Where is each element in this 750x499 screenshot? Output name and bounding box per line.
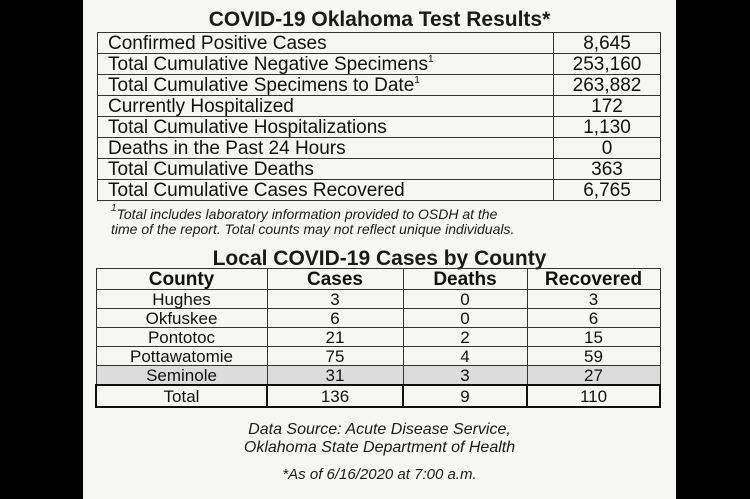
county-row — [96, 366, 660, 386]
county-cases: 31 — [267, 366, 403, 386]
county-recovered: 15 — [527, 328, 660, 347]
footnote-marker: 1 — [111, 203, 117, 214]
county-row — [96, 347, 660, 366]
county-name: Pontotoc — [96, 328, 267, 347]
county-cases: 6 — [267, 309, 403, 328]
test-result-row — [98, 117, 661, 138]
total-label: Total — [96, 385, 267, 407]
column-header: Deaths — [403, 269, 527, 290]
as-of-date: *As of 6/16/2020 at 7:00 a.m. — [282, 466, 477, 483]
county-name: Pottawatomie — [96, 347, 267, 366]
test-result-row — [98, 180, 661, 201]
test-result-label: Total Cumulative Hospitalizations — [98, 117, 554, 138]
county-recovered: 59 — [527, 347, 660, 366]
total-cases: 136 — [267, 385, 403, 407]
total-deaths: 9 — [403, 385, 527, 407]
county-name: Seminole — [96, 366, 267, 386]
test-result-row — [98, 75, 661, 96]
county-deaths: 0 — [403, 290, 527, 309]
county-row — [96, 290, 660, 309]
test-result-row — [98, 159, 661, 180]
data-source-line-1: Data Source: Acute Disease Service, — [248, 421, 511, 438]
test-result-row — [98, 138, 661, 159]
test-result-label: Confirmed Positive Cases — [98, 33, 554, 54]
county-table — [95, 268, 661, 408]
county-recovered: 6 — [527, 309, 660, 328]
test-result-value: 172 — [554, 96, 661, 117]
data-source-line-2: Oklahoma State Department of Health — [243, 439, 516, 456]
county-cases: 75 — [267, 347, 403, 366]
test-result-value: 263,882 — [554, 75, 661, 96]
county-deaths: 0 — [403, 309, 527, 328]
test-result-value: 6,765 — [554, 180, 661, 201]
county-cases: 3 — [267, 290, 403, 309]
footnote-marker: 1 — [428, 53, 434, 65]
test-result-value: 363 — [554, 159, 661, 180]
test-result-row — [98, 54, 661, 75]
test-result-label: Currently Hospitalized — [98, 96, 554, 117]
test-result-label: Total Cumulative Deaths — [98, 159, 554, 180]
county-table-title: Local COVID-19 Cases by County — [212, 247, 547, 270]
test-result-label: Total Cumulative Cases Recovered — [98, 180, 554, 201]
test-result-row — [98, 33, 661, 54]
test-result-value: 8,645 — [554, 33, 661, 54]
county-recovered: 27 — [527, 366, 660, 386]
column-header: Cases — [267, 269, 403, 290]
test-result-value: 0 — [554, 138, 661, 159]
county-deaths: 3 — [403, 366, 527, 386]
county-recovered: 3 — [527, 290, 660, 309]
test-result-value: 1,130 — [554, 117, 661, 138]
column-header: Recovered — [527, 269, 660, 290]
footnote-marker: 1 — [414, 74, 420, 86]
county-name: Hughes — [96, 290, 267, 309]
county-deaths: 4 — [403, 347, 527, 366]
county-header-row — [96, 269, 660, 290]
test-result-label: Total Cumulative Negative Specimens$^1$ — [98, 54, 554, 75]
test-result-label: Total Cumulative Specimens to Date$^1$ — [98, 75, 554, 96]
county-cases: 21 — [267, 328, 403, 347]
test-result-row — [98, 96, 661, 117]
county-deaths: 2 — [403, 328, 527, 347]
county-row — [96, 328, 660, 347]
total-recovered: 110 — [527, 385, 660, 407]
footnote-line-2: time of the report. Total counts may not reflect unique individuals. — [111, 221, 515, 237]
column-header: County — [96, 269, 267, 290]
county-name: Okfuskee — [96, 309, 267, 328]
county-total-row — [96, 385, 660, 407]
page-title: COVID-19 Oklahoma Test Results* — [208, 8, 551, 31]
test-result-label: Deaths in the Past 24 Hours — [98, 138, 554, 159]
test-result-value: 253,160 — [554, 54, 661, 75]
test-results-table — [97, 32, 661, 201]
county-row — [96, 309, 660, 328]
footnote-line-1: $^1$Total includes laboratory information provided to OSDH at the — [111, 203, 498, 222]
results-card — [83, 0, 676, 499]
